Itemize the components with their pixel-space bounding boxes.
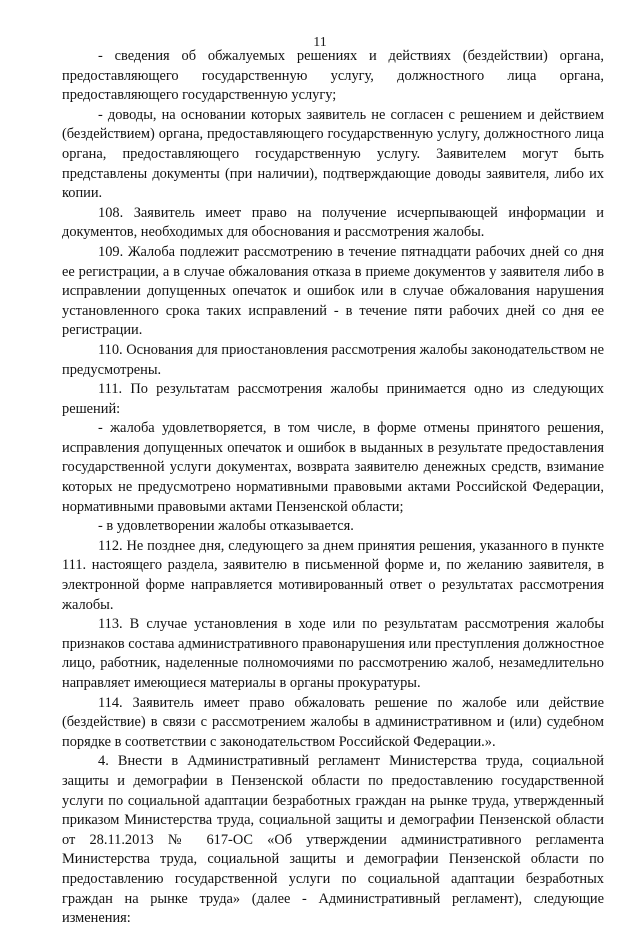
paragraph-111-satisfied: - жалоба удовлетворяется, в том числе, в форме отмены принятого решения, исправления допущенных опечаток и ошибок в выданных в результате предоставления государственной услуги документах, возврата заявителю денежных средств, взимание которых не предусмотрено нормативными правовыми актами Российской Федерации, нормативными правовыми актами Пензенской области; bbox=[62, 420, 604, 515]
paragraph-110: 110. Основания для приостановления рассмотрения жалобы законодательством не предусмотрены. bbox=[62, 341, 604, 378]
document-body bbox=[62, 47, 604, 929]
paragraph-108: 108. Заявитель имеет право на получение исчерпывающей информации и документов, необходимых для обоснования и рассмотрения жалобы. bbox=[62, 204, 604, 241]
paragraph-109: 109. Жалоба подлежит рассмотрению в течение пятнадцати рабочих дней со дня ее регистрации, а в случае обжалования отказа в приеме документов у заявителя либо в исправлении допущенных опечаток и ошибок или в случае обжалования нарушения установленного срока таких исправлений - в течение пяти рабочих дней со дня ее регистрации. bbox=[62, 243, 604, 339]
paragraph-complaint-arguments: - доводы, на основании которых заявитель не согласен с решением и действием (бездействием) органа, предоставляющего государственную услугу, должностного лица органа, предоставляющего государственную услугу. Заявителем могут быть представлены документы (при наличии), подтверждающие доводы заявителя, либо их копии. bbox=[62, 106, 604, 202]
paragraph-112: 112. Не позднее дня, следующего за днем принятия решения, указанного в пункте 111. настоящего раздела, заявителю в письменной форме и, по желанию заявителя, в электронной форме направляется мотивированный ответ о результатах рассмотрения жалобы. bbox=[62, 537, 604, 613]
paragraph-114: 114. Заявитель имеет право обжаловать решение по жалобе или действие (бездействие) в связи с рассмотрением жалобы в административном и (или) судебном порядке в соответствии с законодательством Российской Федерации.». bbox=[62, 694, 604, 750]
paragraph-4-amendments: 4. Внести в Административный регламент Министерства труда, социальной защиты и демографии в Пензенской области по предоставлению государственной услуги по социальной адаптации безработных граждан на рынке труда, утвержденный приказом Министерства труда, социальной защиты и демографии Пензенской области от 28.11.2013 № 617-ОС «Об утверждении административного регламента Министерства труда, социальной защиты и демографии Пензенской области по предоставлению государственной услуги по социальной адаптации безработных граждан на рынке труда» (далее - Административный регламент), следующие изменения: bbox=[62, 753, 604, 927]
paragraph-111-refused: - в удовлетворении жалобы отказывается. bbox=[98, 518, 354, 535]
page-number: 11 bbox=[313, 35, 327, 50]
paragraph-113: 113. В случае установления в ходе или по результатам рассмотрения жалобы признаков состава административного правонарушения или преступления должностное лицо, работник, наделенные полномочиями по рассмотрению жалоб, незамедлительно направляет имеющиеся материалы в органы прокуратуры. bbox=[62, 616, 604, 691]
paragraph-111: 111. По результатам рассмотрения жалобы принимается одно из следующих решений: bbox=[62, 381, 604, 417]
paragraph-complaint-info: - сведения об обжалуемых решениях и действиях (бездействии) органа, предоставляющего государственную услугу, должностного лица органа, предоставляющего государственную услугу; bbox=[62, 48, 604, 104]
